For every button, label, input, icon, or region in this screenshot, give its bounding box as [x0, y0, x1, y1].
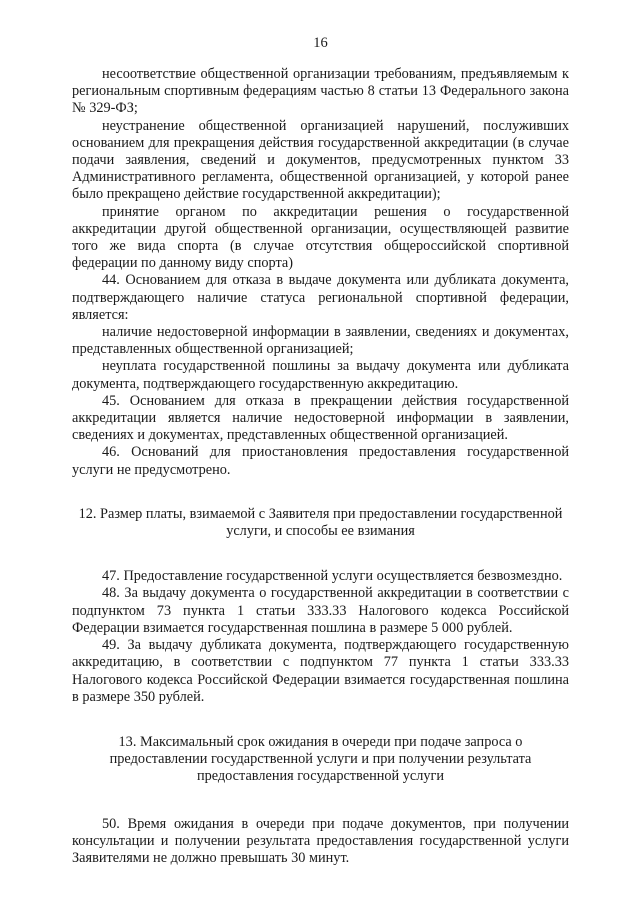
paragraph: неуплата государственной пошлины за выдачу документа или дубликата документа, подтверждающего государственную аккредитацию.	[72, 358, 569, 392]
paragraph: 48. За выдачу документа о государственной аккредитации в соответствии с подпунктом 73 пункта 1 статьи 333.33 Налогового кодекса Российской Федерации взимается государственная пошлина в размере 5 000 рублей.	[72, 585, 569, 636]
paragraph: 50. Время ожидания в очереди при подаче документов, при получении консультации и получении результата предоставления государственной услуги Заявителями не должно превышать 30 минут.	[72, 815, 569, 866]
paragraph: 47. Предоставление государственной услуги осуществляется безвозмездно.	[102, 568, 563, 585]
paragraph: наличие недостоверной информации в заявлении, сведениях и документах, представленных общественной организацией;	[72, 324, 569, 358]
paragraph: 49. За выдачу дубликата документа, подтверждающего государственную аккредитацию, в соответствии с подпунктом 77 пункта 1 статьи 333.33 Налогового кодекса Российской Федерации взимается государственная пошлина в размере 350 рублей.	[72, 637, 569, 705]
document-page	[72, 34, 569, 867]
paragraph: принятие органом по аккредитации решения о государственной аккредитации другой общественной организации, осуществляющей развитие того же вида спорта (в случае отсутствия общероссийской спортивной федерации по данному виду спорта)	[72, 203, 569, 272]
section-heading-12: 12. Размер платы, взимаемой с Заявителя при предоставлении государственной услуги, и способы ее взимания	[78, 505, 563, 540]
section-heading-13: 13. Максимальный срок ожидания в очереди при подаче запроса о предоставлении государственной услуги и при получении результата предоставления государственной услуги	[109, 733, 532, 785]
paragraph: 44. Основанием для отказа в выдаче документа или дубликата документа, подтверждающего наличие статуса региональной спортивной федерации, является:	[72, 272, 569, 323]
paragraph: 46. Оснований для приостановления предоставления государственной услуги не предусмотрено.	[72, 444, 569, 478]
paragraph: 45. Основанием для отказа в прекращении действия государственной аккредитации является наличие недостоверной информации в заявлении, сведениях и документах, представленных общественной организацией.	[72, 392, 569, 444]
page-number: 16	[313, 35, 328, 51]
body-block-1	[72, 66, 569, 479]
paragraph: несоответствие общественной организации требованиям, предъявляемым к региональным спортивным федерациям частью 8 статьи 13 Федерального закона № 329-ФЗ;	[72, 66, 569, 117]
paragraph: неустранение общественной организацией нарушений, послуживших основанием для прекращения действия государственной аккредитации (в случае подачи заявления, сведений и документов, предусмотренных пунктом 33 Административного регламента, общественной организацией, у которой ранее было прекращено действие государственной аккредитации);	[72, 117, 569, 203]
body-block-3	[72, 816, 569, 868]
body-block-2	[72, 568, 569, 706]
